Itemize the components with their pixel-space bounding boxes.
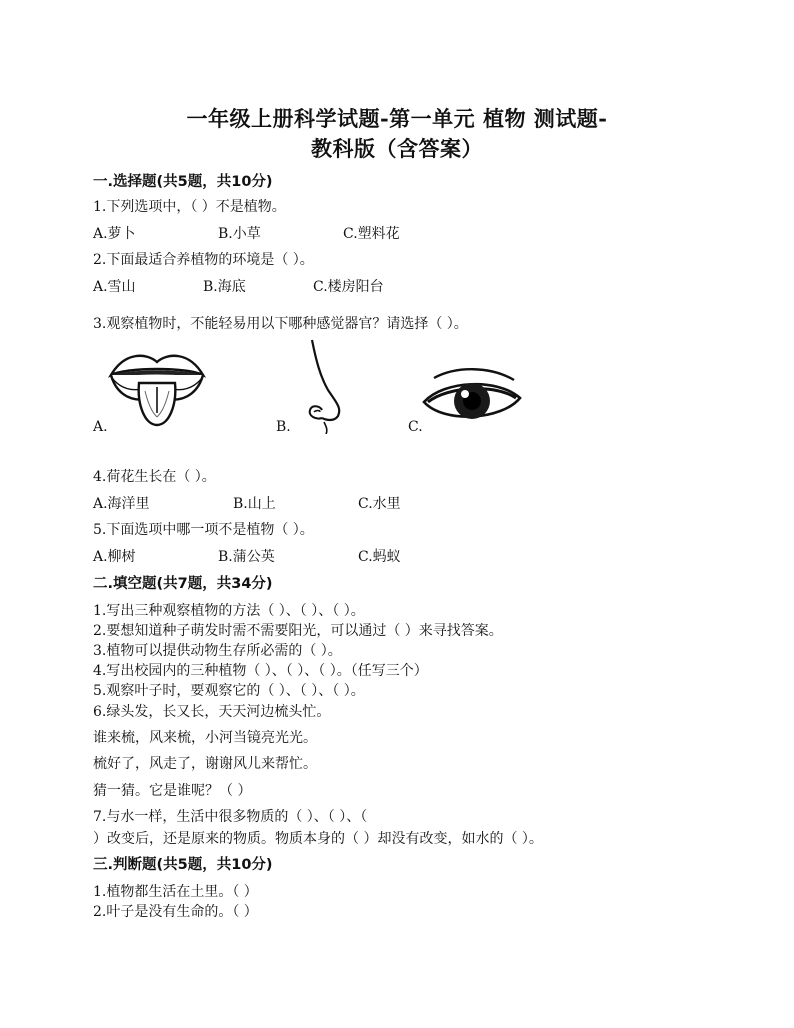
question-5: 5.下面选项中哪一项不是植物（ ）。 [93, 522, 314, 538]
q5-option-c: C.蚂蚁 [358, 549, 401, 565]
page-title-line-2: 教科版（含答案） [311, 136, 483, 161]
q1-option-c: C.塑料花 [343, 226, 400, 242]
section-heading-true-false: 三.判断题(共5题，共10分) [93, 857, 273, 873]
q3-option-a: A. [93, 419, 108, 435]
section-heading-choice: 一.选择题(共5题，共10分) [93, 174, 273, 190]
mouth-tongue-image [107, 347, 207, 429]
fill-question-1: 1.写出三种观察植物的方法（ ）、（ ）、（ ）。 [93, 603, 365, 619]
section-heading-fill-blank: 二.填空题(共7题，共34分) [93, 576, 273, 592]
fill-question-7-line-1: 7.与水一样，生活中很多物质的（ ）、（ ）、（ [93, 809, 368, 825]
fill-question-6-line-3: 梳好了，风走了，谢谢风儿来帮忙。 [93, 756, 317, 772]
q1-option-a: A.萝卜 [93, 226, 136, 242]
fill-question-5: 5.观察叶子时，要观察它的（ ）、（ ）、（ ）。 [93, 683, 365, 699]
fill-question-6-line-1: 6.绿头发，长又长，天天河边梳头忙。 [93, 704, 331, 720]
question-1: 1.下列选项中，（ ）不是植物。 [93, 199, 286, 215]
q2-option-b: B.海底 [203, 279, 246, 295]
fill-question-4: 4.写出校园内的三种植物（ ）、（ ）、（ ）。（任写三个） [93, 663, 428, 679]
fill-question-7-line-2: ）改变后，还是原来的物质。物质本身的（ ）却没有改变，如水的（ ）。 [93, 831, 543, 847]
fill-question-2: 2.要想知道种子萌发时需不需要阳光，可以通过（ ）来寻找答案。 [93, 623, 503, 639]
nose-image [298, 338, 350, 434]
q2-option-a: A.雪山 [93, 279, 136, 295]
q4-option-a: A.海洋里 [93, 496, 150, 512]
q5-option-b: B.蒲公英 [218, 549, 275, 565]
q3-option-c: C. [408, 419, 423, 435]
fill-question-3: 3.植物可以提供动物生存所必需的（ ）。 [93, 643, 342, 659]
fill-question-6-line-4: 猜一猜。它是谁呢？（ ） [93, 783, 252, 799]
q5-option-a: A.柳树 [93, 549, 136, 565]
q4-option-c: C.水里 [358, 496, 401, 512]
q4-option-b: B.山上 [233, 496, 276, 512]
question-4: 4.荷花生长在（ ）。 [93, 469, 216, 485]
question-2: 2.下面最适合养植物的环境是（ ）。 [93, 252, 314, 268]
page-title-line-1: 一年级上册科学试题-第一单元 植物 测试题- [186, 106, 608, 131]
q3-option-b: B. [276, 419, 291, 435]
eye-image [420, 368, 524, 432]
q2-option-c: C.楼房阳台 [313, 279, 384, 295]
fill-question-6-line-2: 谁来梳，风来梳，小河当镜亮光光。 [93, 730, 317, 746]
question-3: 3.观察植物时，不能轻易用以下哪种感觉器官？请选择（ ）。 [93, 316, 468, 332]
q1-option-b: B.小草 [218, 226, 261, 242]
judge-question-1: 1.植物都生活在土里。（ ） [93, 884, 258, 900]
judge-question-2: 2.叶子是没有生命的。（ ） [93, 904, 258, 920]
